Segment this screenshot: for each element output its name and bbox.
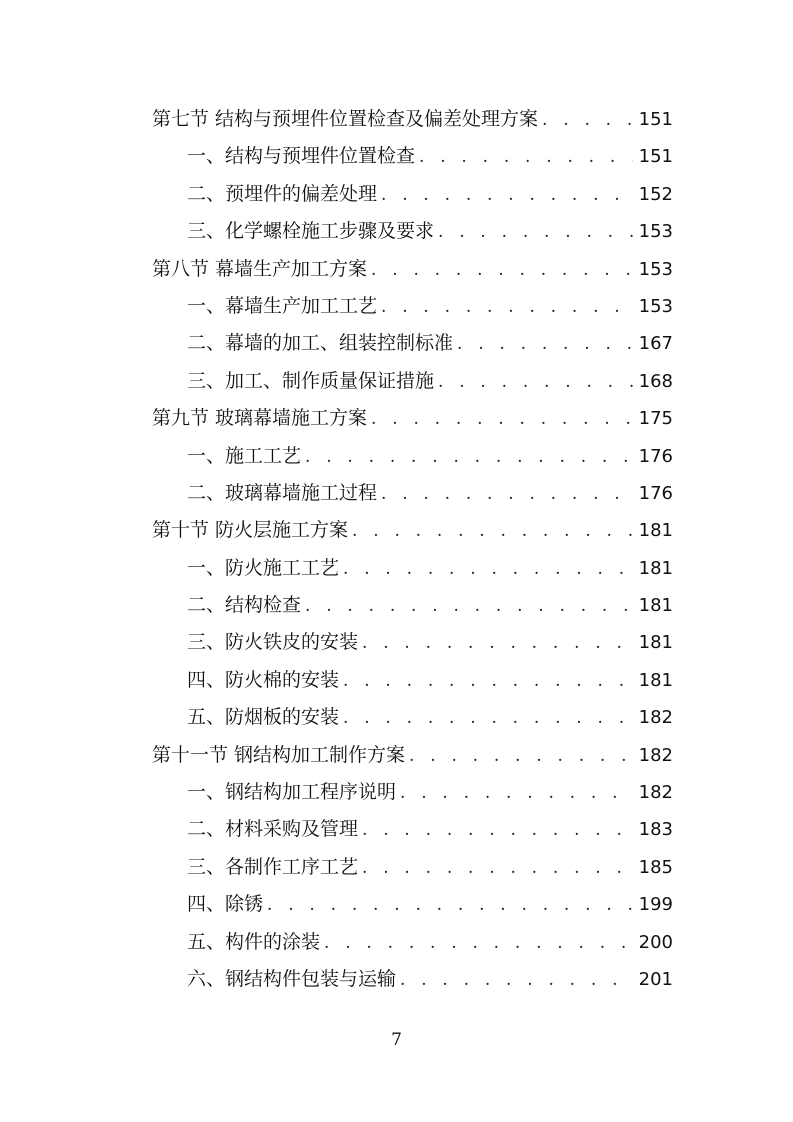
toc-leader-dots — [352, 513, 633, 550]
toc-entry-page-number: 183 — [638, 819, 673, 841]
toc-entry-page-number: 182 — [638, 707, 673, 729]
toc-entry-page-number: 199 — [638, 894, 673, 916]
toc-leader-dots — [409, 738, 633, 775]
toc-entry-page-number: 167 — [638, 333, 673, 355]
toc-leader-dots — [381, 476, 633, 513]
toc-subsection-entry — [152, 924, 673, 961]
toc-entry-page-number: 153 — [638, 258, 673, 280]
toc-leader-dots — [438, 214, 633, 251]
toc-section-entry — [152, 737, 673, 774]
toc-section-entry — [152, 512, 673, 549]
toc-entry-title: 一、防火施工工艺 — [187, 556, 340, 579]
toc-leader-dots — [438, 364, 633, 401]
toc-subsection-entry — [152, 774, 673, 811]
toc-section-entry — [152, 400, 673, 437]
toc-subsection-entry — [152, 699, 673, 736]
toc-leader-dots — [362, 812, 633, 849]
toc-entry-page-number: 181 — [638, 557, 673, 579]
toc-leader-dots — [542, 102, 633, 139]
toc-leader-dots — [343, 663, 633, 700]
toc-entry-page-number: 200 — [638, 931, 673, 953]
toc-entry-page-number: 182 — [638, 744, 673, 766]
toc-entry-title: 二、幕墙的加工、组装控制标准 — [187, 332, 454, 355]
toc-subsection-entry — [152, 475, 673, 512]
toc-entry-page-number: 176 — [638, 445, 673, 467]
toc-subsection-entry — [152, 886, 673, 923]
page-number: 7 — [391, 1030, 402, 1050]
toc-entry-title: 三、化学螺栓施工步骤及要求 — [187, 220, 435, 243]
toc-leader-dots — [305, 439, 633, 476]
toc-leader-dots — [371, 401, 633, 438]
toc-entry-title: 二、结构检查 — [187, 594, 302, 617]
toc-entry-title: 三、各制作工序工艺 — [187, 855, 359, 878]
toc-entry-page-number: 152 — [638, 183, 673, 205]
toc-subsection-entry — [152, 213, 673, 250]
toc-leader-dots — [324, 925, 633, 962]
toc-entry-page-number: 181 — [638, 520, 673, 542]
toc-entry-page-number: 175 — [638, 408, 673, 430]
toc-entry-title: 二、材料采购及管理 — [187, 818, 359, 841]
toc-leader-dots — [371, 252, 633, 289]
toc-subsection-entry — [152, 624, 673, 661]
toc-subsection-entry — [152, 438, 673, 475]
toc-entry-title: 第八节 幕墙生产加工方案 — [152, 257, 368, 280]
toc-entry-page-number: 181 — [638, 632, 673, 654]
toc-subsection-entry — [152, 961, 673, 998]
toc-subsection-entry — [152, 811, 673, 848]
toc-leader-dots — [400, 962, 633, 999]
toc-entry-title: 六、钢结构件包装与运输 — [187, 967, 397, 990]
toc-leader-dots — [343, 700, 633, 737]
toc-entry-title: 第十一节 钢结构加工制作方案 — [152, 743, 406, 766]
toc-subsection-entry — [152, 176, 673, 213]
toc-entry-page-number: 182 — [638, 782, 673, 804]
toc-entry-page-number: 185 — [638, 856, 673, 878]
toc-entry-title: 一、结构与预埋件位置检查 — [187, 145, 416, 168]
toc-subsection-entry — [152, 138, 673, 175]
toc-subsection-entry — [152, 325, 673, 362]
toc-leader-dots — [305, 588, 633, 625]
toc-subsection-entry — [152, 662, 673, 699]
toc-entry-page-number: 153 — [638, 295, 673, 317]
toc-entry-title: 二、预埋件的偏差处理 — [187, 182, 378, 205]
toc-entry-title: 一、钢结构加工程序说明 — [187, 781, 397, 804]
toc-section-entry — [152, 101, 673, 138]
toc-entry-page-number: 153 — [638, 221, 673, 243]
toc-entry-title: 二、玻璃幕墙施工过程 — [187, 481, 378, 504]
toc-entry-title: 五、构件的涂装 — [187, 930, 321, 953]
toc-subsection-entry — [152, 849, 673, 886]
table-of-contents — [152, 101, 673, 998]
toc-entry-title: 三、防火铁皮的安装 — [187, 631, 359, 654]
toc-entry-page-number: 151 — [638, 109, 673, 130]
toc-subsection-entry — [152, 587, 673, 624]
toc-entry-page-number: 176 — [638, 482, 673, 504]
toc-entry-title: 第十节 防火层施工方案 — [152, 519, 349, 542]
toc-entry-page-number: 181 — [638, 669, 673, 691]
toc-leader-dots — [419, 139, 633, 176]
toc-leader-dots — [362, 850, 633, 887]
toc-subsection-entry — [152, 363, 673, 400]
toc-section-entry — [152, 251, 673, 288]
toc-leader-dots — [267, 887, 633, 924]
toc-subsection-entry — [152, 288, 673, 325]
toc-entry-page-number: 151 — [638, 146, 673, 168]
toc-entry-page-number: 181 — [638, 595, 673, 617]
toc-subsection-entry — [152, 550, 673, 587]
toc-leader-dots — [381, 289, 633, 326]
toc-entry-title: 三、加工、制作质量保证措施 — [187, 369, 435, 392]
toc-entry-title: 四、除锈 — [187, 893, 264, 916]
toc-entry-title: 一、施工工艺 — [187, 444, 302, 467]
toc-leader-dots — [381, 177, 633, 214]
toc-leader-dots — [343, 551, 633, 588]
toc-entry-page-number: 201 — [638, 968, 673, 990]
toc-entry-title: 第七节 结构与预埋件位置检查及偏差处理方案 — [152, 108, 539, 130]
toc-leader-dots — [400, 775, 633, 812]
toc-entry-title: 四、防火棉的安装 — [187, 668, 340, 691]
toc-leader-dots — [457, 326, 633, 363]
toc-entry-page-number: 168 — [638, 370, 673, 392]
toc-entry-title: 五、防烟板的安装 — [187, 706, 340, 729]
toc-leader-dots — [362, 625, 633, 662]
toc-entry-title: 一、幕墙生产加工工艺 — [187, 294, 378, 317]
toc-entry-title: 第九节 玻璃幕墙施工方案 — [152, 407, 368, 430]
